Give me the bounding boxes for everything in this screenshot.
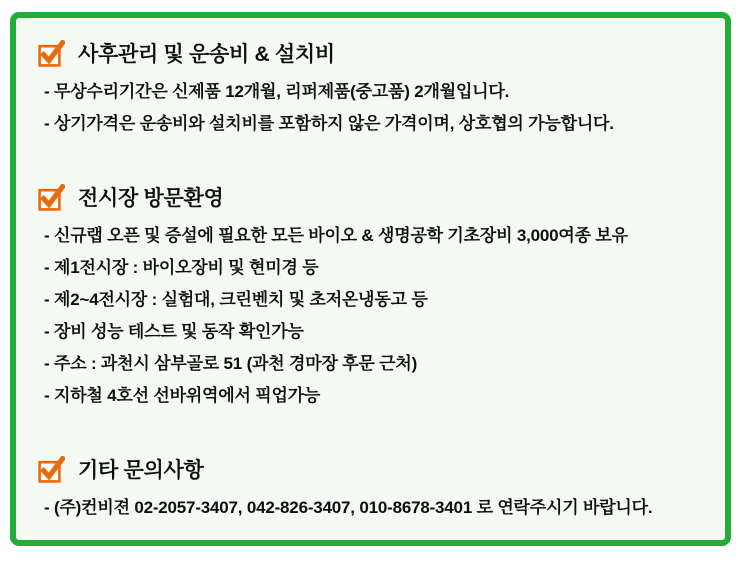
section-items <box>44 492 725 524</box>
list-item: - (주)컨비젼 02-2057-3407, 042-826-3407, 010-8678-3401 로 연락주시기 바랍니다. <box>44 498 653 517</box>
section-other-inquiries <box>16 454 725 524</box>
checked-checkbox-icon <box>38 456 65 483</box>
list-item: - 상기가격은 운송비와 설치비를 포함하지 않은 가격이며, 상호협의 가능합니다. <box>44 114 614 133</box>
checked-checkbox-icon <box>38 40 65 67</box>
section-header <box>38 182 725 212</box>
section-title: 기타 문의사항 <box>78 459 204 482</box>
section-title: 전시장 방문환영 <box>78 187 224 210</box>
list-item: - 지하철 4호선 선바위역에서 픽업가능 <box>44 386 321 405</box>
list-item: - 제2~4전시장 : 실험대, 크린벤치 및 초저온냉동고 등 <box>44 290 428 309</box>
list-item: - 제1전시장 : 바이오장비 및 현미경 등 <box>44 258 319 277</box>
section-items <box>44 76 725 140</box>
notice-frame <box>10 12 731 546</box>
list-item: - 주소 : 과천시 삼부골로 51 (과천 경마장 후문 근처) <box>44 354 418 373</box>
checked-checkbox-icon <box>38 184 65 211</box>
section-header <box>38 38 725 68</box>
section-header <box>38 454 725 484</box>
section-showroom-visit <box>16 182 725 412</box>
section-items <box>44 220 725 412</box>
list-item: - 신규랩 오픈 및 증설에 필요한 모든 바이오 & 생명공학 기초장비 3,000여종 보유 <box>44 226 628 245</box>
section-title: 사후관리 및 운송비 & 설치비 <box>78 43 335 66</box>
section-aftercare-shipping <box>16 38 725 140</box>
list-item: - 무상수리기간은 신제품 12개월, 리퍼제품(중고품) 2개월입니다. <box>44 82 510 101</box>
list-item: - 장비 성능 테스트 및 동작 확인가능 <box>44 322 304 341</box>
